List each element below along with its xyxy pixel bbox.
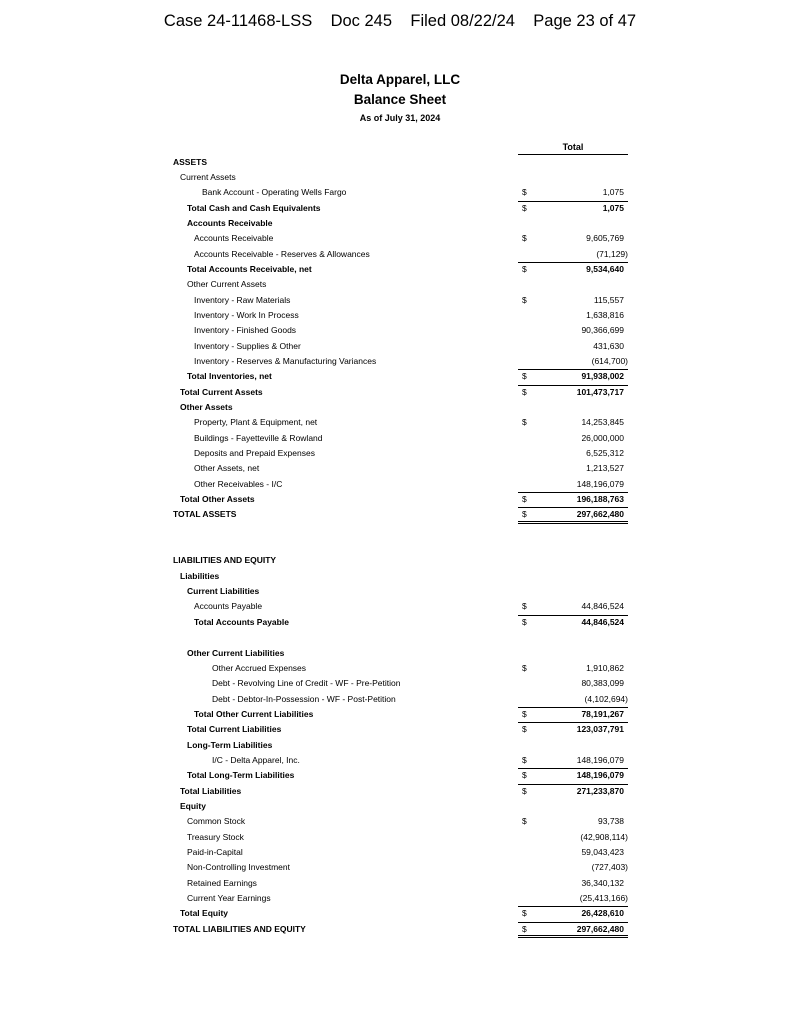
line-item-row — [0, 155, 800, 170]
line-item-amount: 80,383,099 — [581, 678, 624, 689]
line-item-row — [0, 569, 800, 584]
line-item-row — [0, 891, 800, 906]
line-item-row — [0, 201, 800, 216]
line-item-row — [0, 170, 800, 185]
line-item-amount: (25,413,166) — [579, 893, 628, 903]
line-item-amount: 1,075 — [602, 202, 624, 213]
line-item-row — [0, 876, 800, 891]
line-item-row — [0, 431, 800, 446]
line-item-label: Accounts Receivable - Reserves & Allowances — [194, 248, 370, 259]
line-item-label: Other Assets, net — [194, 463, 260, 474]
line-item-label: Accounts Receivable — [187, 217, 273, 228]
line-item-row — [0, 277, 800, 292]
line-item-label: Inventory - Raw Materials — [194, 294, 291, 305]
line-item-amount: 9,605,769 — [586, 233, 624, 244]
line-item-amount: 431,630 — [593, 340, 624, 351]
line-item-label: LIABILITIES AND EQUITY — [173, 555, 277, 566]
line-item-label: Other Current Assets — [187, 279, 267, 290]
line-item-label: Total Liabilities — [180, 785, 242, 796]
line-item-row — [0, 661, 800, 676]
line-item-row — [0, 354, 800, 369]
spacer-row — [0, 630, 800, 645]
line-item-row — [0, 400, 800, 415]
line-item-row — [0, 247, 800, 262]
line-item-label: Treasury Stock — [187, 831, 244, 842]
line-item-label: Liabilities — [180, 570, 220, 581]
line-item-row — [0, 231, 800, 246]
dollar-sign: $ — [522, 754, 527, 765]
line-item-label: Other Assets — [180, 402, 233, 412]
line-item-amount: 1,213,527 — [586, 463, 624, 474]
line-item-label: Current Assets — [180, 171, 236, 182]
line-item-amount: 26,000,000 — [581, 432, 624, 443]
line-item-label: TOTAL LIABILITIES AND EQUITY — [173, 923, 306, 934]
line-item-amount: 59,043,423 — [581, 846, 624, 857]
dollar-sign: $ — [522, 386, 527, 397]
line-item-row — [0, 722, 800, 737]
line-item-label: TOTAL ASSETS — [173, 509, 237, 520]
line-item-row — [0, 216, 800, 231]
dollar-sign: $ — [522, 923, 527, 934]
filed-date: Filed 08/22/24 — [410, 12, 515, 30]
line-item-row — [0, 323, 800, 338]
dollar-sign: $ — [522, 202, 527, 213]
line-item-row — [0, 584, 800, 599]
dollar-sign: $ — [522, 233, 527, 244]
line-item-amount: (42,908,114) — [580, 831, 628, 842]
line-item-row — [0, 507, 800, 522]
line-item-row — [0, 676, 800, 691]
dollar-sign: $ — [522, 601, 527, 612]
dollar-sign: $ — [522, 509, 527, 520]
total-column-header: Total — [518, 140, 628, 155]
line-item-label: Current Year Earnings — [187, 893, 271, 903]
dollar-sign: $ — [522, 494, 527, 505]
line-item-row — [0, 738, 800, 753]
dollar-sign: $ — [522, 908, 527, 919]
line-item-label: Total Accounts Receivable, net — [187, 263, 312, 274]
line-item-label: Property, Plant & Equipment, net — [194, 417, 318, 428]
line-item-label: Total Inventories, net — [187, 371, 272, 382]
line-item-label: Retained Earnings — [187, 877, 257, 888]
line-item-amount: 101,473,717 — [576, 386, 624, 397]
line-item-row — [0, 446, 800, 461]
line-item-row — [0, 369, 800, 384]
dollar-sign: $ — [522, 371, 527, 382]
line-item-label: Total Equity — [180, 908, 229, 919]
line-item-row — [0, 707, 800, 722]
dollar-sign: $ — [522, 616, 527, 627]
case-number: Case 24-11468-LSS — [163, 12, 313, 30]
line-item-row — [0, 753, 800, 768]
line-item-label: Total Cash and Cash Equivalents — [187, 202, 321, 213]
line-item-row — [0, 185, 800, 200]
line-item-label: Inventory - Supplies & Other — [194, 340, 301, 351]
line-item-amount: 91,938,002 — [581, 371, 624, 382]
line-item-label: Other Receivables - I/C — [194, 478, 283, 489]
line-item-label: Bank Account - Operating Wells Fargo — [202, 187, 347, 198]
line-item-label: Total Long-Term Liabilities — [187, 770, 295, 781]
line-item-label: Accounts Receivable — [194, 233, 274, 244]
line-item-amount: 44,846,524 — [581, 601, 624, 612]
line-item-label: Debt - Revolving Line of Credit - WF - Pre-Petition — [212, 678, 401, 689]
line-item-label: Common Stock — [187, 816, 246, 827]
line-item-label: Buildings - Fayetteville & Rowland — [194, 432, 323, 443]
page-number: Page 23 of 47 — [533, 12, 637, 30]
line-item-amount: 9,534,640 — [586, 263, 624, 274]
line-item-label: Inventory - Work In Process — [194, 309, 299, 320]
line-item-row — [0, 477, 800, 492]
line-item-amount: 6,525,312 — [586, 448, 624, 459]
line-item-amount: 297,662,480 — [576, 509, 624, 520]
line-item-amount: 271,233,870 — [576, 785, 624, 796]
line-item-label: Total Other Assets — [180, 494, 255, 505]
line-item-row — [0, 799, 800, 814]
dollar-sign: $ — [522, 724, 527, 735]
line-item-amount: 26,428,610 — [581, 908, 624, 919]
line-item-amount: 90,366,699 — [581, 325, 624, 336]
line-item-row — [0, 492, 800, 507]
line-item-label: Debt - Debtor-In-Possession - WF - Post-Petition — [212, 693, 396, 704]
dollar-sign: $ — [522, 816, 527, 827]
line-item-label: Current Liabilities — [187, 586, 260, 597]
dollar-sign: $ — [522, 263, 527, 274]
line-item-row — [0, 922, 800, 937]
line-item-amount: 14,253,845 — [581, 417, 624, 428]
line-item-label: Paid-in-Capital — [187, 846, 243, 857]
dollar-sign: $ — [522, 708, 527, 719]
line-item-row — [0, 553, 800, 568]
line-item-amount: 44,846,524 — [581, 616, 624, 627]
line-item-row — [0, 768, 800, 783]
line-item-amount: 148,196,079 — [576, 770, 624, 781]
line-item-row — [0, 308, 800, 323]
line-item-label: Other Current Liabilities — [187, 647, 285, 658]
spacer-row — [0, 538, 800, 553]
line-item-label: Total Other Current Liabilities — [194, 708, 314, 719]
line-item-label: Deposits and Prepaid Expenses — [194, 448, 315, 459]
line-item-label: Equity — [180, 800, 206, 811]
dollar-sign: $ — [522, 770, 527, 781]
line-item-label: Total Accounts Payable — [194, 616, 289, 627]
line-item-row — [0, 814, 800, 829]
line-item-label: Long-Term Liabilities — [187, 739, 273, 750]
line-item-label: Inventory - Reserves & Manufacturing Variances — [194, 355, 377, 366]
line-item-amount: 148,196,079 — [576, 478, 624, 489]
line-item-row — [0, 784, 800, 799]
company-name: Delta Apparel, LLC — [339, 72, 461, 87]
dollar-sign: $ — [522, 662, 527, 673]
line-item-label: Inventory - Finished Goods — [194, 325, 297, 336]
dollar-sign: $ — [522, 785, 527, 796]
line-item-row — [0, 692, 800, 707]
line-item-amount: 1,075 — [602, 187, 624, 198]
line-item-label: Non-Controlling Investment — [187, 862, 290, 873]
line-item-label: Other Accrued Expenses — [212, 662, 307, 673]
spacer-row — [0, 523, 800, 538]
line-item-label: Total Current Liabilities — [187, 724, 282, 735]
line-item-label: Total Current Assets — [180, 386, 263, 397]
line-item-amount: 297,662,480 — [576, 923, 624, 934]
line-item-amount: 123,037,791 — [576, 724, 624, 735]
line-item-amount: 36,340,132 — [581, 877, 624, 888]
line-item-amount: 148,196,079 — [576, 754, 624, 765]
line-item-row — [0, 906, 800, 921]
dollar-sign: $ — [522, 187, 527, 198]
line-item-row — [0, 646, 800, 661]
line-item-label: ASSETS — [173, 156, 208, 167]
line-item-label: I/C - Delta Apparel, Inc. — [212, 754, 300, 765]
line-item-amount: 115,557 — [593, 294, 624, 305]
line-item-amount: (4,102,694) — [584, 693, 628, 704]
line-item-row — [0, 293, 800, 308]
line-item-row — [0, 599, 800, 614]
dollar-sign: $ — [522, 294, 527, 305]
line-item-amount: (727,403) — [591, 862, 628, 873]
line-item-label: Accounts Payable — [194, 601, 263, 612]
line-item-row — [0, 415, 800, 430]
line-item-amount: (614,700) — [591, 355, 628, 366]
line-item-row — [0, 461, 800, 476]
line-item-amount: 196,188,763 — [576, 494, 624, 505]
line-item-row — [0, 615, 800, 630]
filing-header — [0, 12, 800, 31]
line-item-row — [0, 830, 800, 845]
line-item-amount: 1,638,816 — [586, 309, 624, 320]
line-item-amount: 78,191,267 — [581, 708, 624, 719]
dollar-sign: $ — [522, 417, 527, 428]
line-item-row — [0, 845, 800, 860]
line-item-row — [0, 339, 800, 354]
report-name: Balance Sheet — [353, 92, 447, 107]
line-item-amount: 93,738 — [598, 816, 624, 827]
line-item-row — [0, 860, 800, 875]
report-date: As of July 31, 2024 — [359, 113, 441, 123]
line-item-amount: 1,910,862 — [586, 662, 624, 673]
report-title-block — [0, 70, 800, 126]
doc-number: Doc 245 — [330, 12, 393, 30]
line-item-row — [0, 262, 800, 277]
line-item-amount: (71,129) — [596, 248, 628, 259]
line-item-row — [0, 385, 800, 400]
balance-sheet-table — [0, 155, 800, 938]
